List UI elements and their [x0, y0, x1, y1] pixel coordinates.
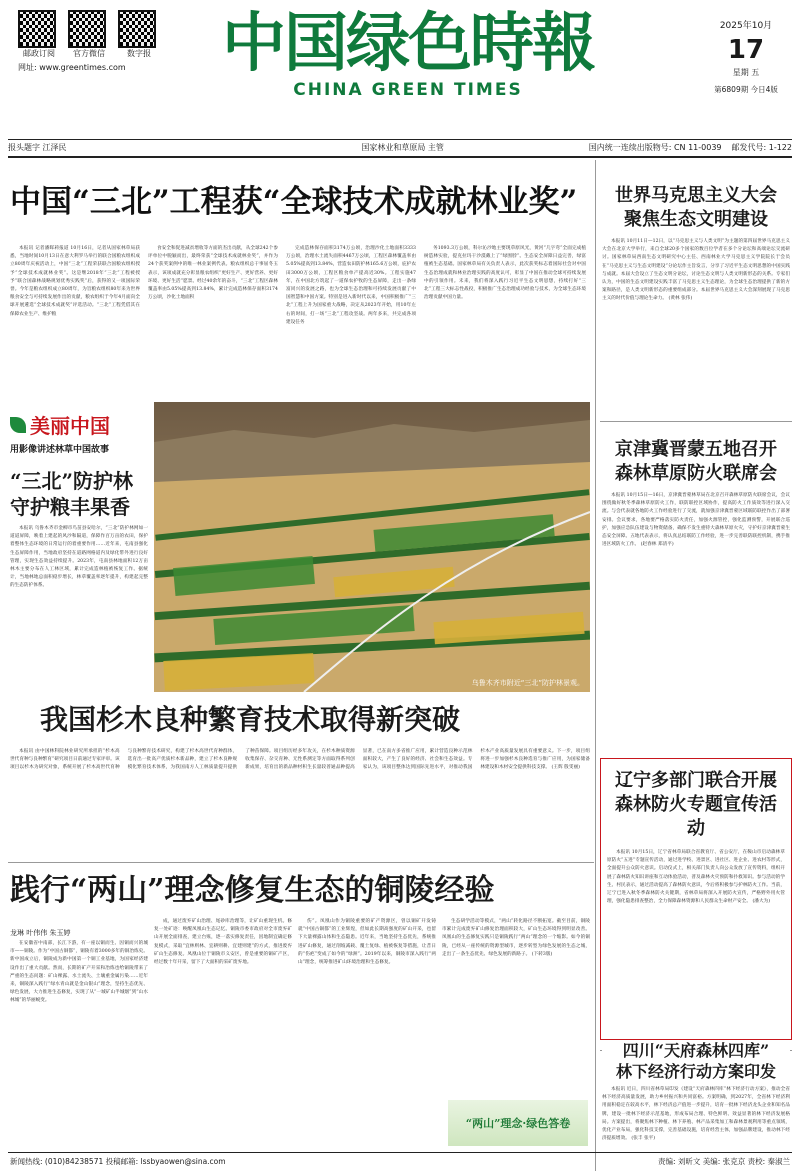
date-month: 2025年10月 [719, 21, 773, 31]
issue-number: 第6809期 今日4版 [714, 85, 778, 94]
right2-body [602, 492, 790, 650]
right1-headline-line1: 世界马克思主义大会 [615, 185, 777, 206]
liaoning-text: 本报讯 10月15日，辽宁省林草局联合省教育厅、省公安厅，在鞍山市启动森林草原防火“五进”专题宣传活动，通过进学校、进景区、进社区、进企业、进农村等形式，全面提升公众防火意识。启动仪式上，相关部门负责人向公众发放了宣传资料，组织开展了森林防火知识讲座和互动体验活动，普及森林火灾预防和扑救知识。参与活动的学生、村民表示，通过活动提高了森林防火意识，今后将积极参与护林防火工作。当前，辽宁已进入秋冬季森林防火关键期，省林草局将深入开展防火宣传，严格野外用火管理，强化隐患排查整治，全力保障森林资源和人民群众生命财产安全。 (潘大为) [607, 850, 785, 905]
sichuan-headline[interactable] [602, 1040, 790, 1082]
date-day: 17 [727, 35, 765, 65]
sichuan-body [602, 1086, 790, 1148]
lead-column-1 [10, 245, 140, 385]
tongling-text: 伤”。凤凰山作为铜陵重要的矿产资源区，曾以铜矿开发铸就“中国古铜都”的工业辉煌，但如此长期高强度的矿山开采，也留下大量裸露山体和生态隐患。近年来，当地坚持生态优先，系统推进矿山修复，通过削坡减载、覆土复绿、植被恢复等措施，让昔日的“伤疤”变成了如今的“绿洲”。2019年以来，铜陵市深入践行“两山”理念，统筹推进矿山环境治理和生态修复。 [298, 919, 436, 966]
qr-label: 邮政订阅 [23, 49, 55, 58]
right2-headline-line2: 森林草原防火联席会 [615, 463, 777, 484]
beautiful-china-title: 美丽中国 [30, 414, 110, 438]
shelterbelt-photo[interactable] [154, 402, 590, 692]
fir-body [10, 748, 590, 858]
dateline-sponsor: 国家林业和草原局 主管 [361, 143, 444, 152]
website[interactable]: 网址: www.greentimes.com [18, 63, 126, 72]
tongling-column-4 [442, 918, 590, 1094]
dateline [8, 142, 792, 156]
qr-code-subscribe[interactable] [18, 10, 56, 48]
beautiful-china-tag [10, 410, 148, 455]
lead-column-4 [424, 245, 586, 385]
divider [600, 421, 792, 422]
qr-codes-group [18, 10, 178, 73]
lead-column-3 [286, 245, 416, 385]
beautiful-china-subtitle: 用影像讲述林草中国故事 [10, 445, 110, 455]
footer-editors: 责编: 刘昕文 美编: 张克京 责校: 秦淑兰 [658, 1157, 790, 1166]
column-divider [595, 160, 596, 1171]
footer-hotline: 新闻热线: (010)84238571 投稿邮箱: lssbyaowen@sina.com [10, 1157, 226, 1166]
tongling-column-3 [298, 918, 436, 1148]
shelterbelt-photo-image [154, 402, 590, 692]
beautiful-china-body [10, 525, 148, 693]
bc-headline-line2: 守护粮丰果香 [10, 495, 130, 519]
banner-text: “两山”理念·绿色答卷 [465, 1117, 571, 1130]
lead-headline[interactable]: 中国“三北”工程获“全球技术成就林业奖” [10, 184, 578, 220]
tongling-headline[interactable]: 践行“两山”理念修复生态的铜陵经验 [10, 873, 495, 908]
liaoning-headline-line2: 森林防火专题宣传活动 [615, 794, 777, 839]
sichuan-headline-line1: 四川“天府森林四库” [622, 1041, 770, 1060]
beautiful-china-headline[interactable] [10, 468, 148, 520]
lead-text: 食安全和促进减贫增收等方面的杰出贡献，从全球242个参评单位中脱颖而出，最终荣获“全球技术成就林业奖”，并作为24个获奖案例中的唯一林业案例代表。粮农组织总干事屈冬玉表示，该项成就充分彰显粮农组织“更好生产、更好营养、更好环境、更好生活”愿景。经过40余年的奋斗，“三北”工程区森林覆盖率由5.05%提高到13.84%，累计完成造林保存面积3174万公顷，沙化土地面积 [148, 246, 278, 301]
newspaper-subtitle: CHINA GREEN TIMES [293, 80, 523, 100]
tongling-byline: 龙琳 叶伟伟 朱玉婷 [10, 929, 71, 937]
liangshan-banner [448, 1100, 588, 1146]
liaoning-body [607, 849, 785, 1055]
qr-label: 数字报 [127, 49, 151, 58]
masthead-title-block [198, 6, 618, 100]
dateline-cn: 国内统一连续出版物号: CN 11-0039 [588, 143, 722, 152]
lead-text: 完成造林保存面积3174万公顷，治理沙化土地面积3333万公顷，治理水土流失面积4467万公顷，工程区森林覆盖率由5.05%提高到13.84%，营造农田防护林165.6万公顷，庇护农田3000万公顷，工程区粮食单产提高近30%。工程实施47年，在中国北方筑起了一道保农护牧的生态屏障，走出一条绿富同兴的发展之路，也为全球生态治理和可持续发展贡献了中国智慧和中国方案。特别是进入新时代以来，中国积极推广“三北”工程上升为国家重大战略，决定从2023年开始，用10年左右的时间，打一场“三北”工程攻坚战。两年多来，共完成各项建设任务 [286, 246, 416, 325]
right1-headline-line2: 聚焦生态文明建设 [624, 209, 768, 230]
lead-column-2 [148, 245, 278, 385]
liaoning-headline-line1: 辽宁多部门联合开展 [615, 770, 777, 791]
bc-headline-line1: “三北”防护林 [10, 469, 134, 493]
footer [10, 1156, 790, 1167]
lead-text: 本报讯 记者潘晖莉报道 10月16日，记者从国家林草局获悉，当地时间10月13日在意大利罗马举行的联合国粮农组织成立80周年庆祝活动上，中国“三北”工程荣获联合国粮农组织授予“全球技术成就林业奖”。这是继2018年“三北”工程被授予“联合国森林战略规划优秀实践奖”后，获得的又一项国际荣誉。今年是粮农组织成立80周年，为旨粮农组织80年来为世界粮食安全与可持续发展作出的贡献，粮农组织于今年4月面向全球开展遴选“全球技术成就奖”评选活动。“三北”工程凭借其在保障农业生产、维护粮 [10, 246, 140, 317]
bc-text: 本报讯 乌鲁木齐市金柳市鸟苗县安哈尔，“三北”防护林网如一道道屏障，映着上建起的风沙和隔道，保障作百万亩的农田，保护着整体生态环境的日常运行的着重要作用……近年来，屯南县强化生态屏障作用，当地政府坚持在道路网格道内及绿化带外进行良好管理，实现生态效益持续提升。2023年，屯南县林地面积12万亩林木主要分布在人工林区域，累计完成造林植被恢复工作。据统计，当地林地总面积稳步增长，林草覆盖率逐年提升，构建起完整的生态防护体系。 [10, 526, 148, 589]
qr-label: 官方微信 [73, 49, 105, 58]
sichuan-headline-line2: 林下经济行动方案印发 [615, 1062, 776, 1081]
qr-code-wechat[interactable] [68, 10, 106, 48]
lead-text: 务1093.3万公顷，科尔沁沙地主要现草原风光，黄河“几字弯”全面完成植树造林实验，提克拉玛干沙漠戴上了“绿围脖”。生态安全屏障日益完善，绿富植被生态基础。国家林草局有关负责人表示，此次获奖标志着国际社会对中国生态治理成就和林业治理实践的高度认可，彰显了中国在推动全球可持续发展中的引领作用。未来，我们将深入践行习近平生态文明思想，持续打好“三北”工程三大标志性战役，积极推广生态治理成功经验与技术，为全球生态环境治理贡献中国力量。 [424, 246, 586, 301]
dateline-calligraphy: 报头题字 江泽民 [8, 143, 67, 152]
divider [8, 862, 594, 863]
masthead-rule [8, 139, 792, 140]
fir-text: 本报讯 由中国林科院林业研究所承担的“杉木高世代育种与良种繁育”研究项目日前通过专家评审。该项目以杉木为研究对象，系统开展了杉木高世代育种与良种繁育技术研究，构建了杉木高世代育种群体，选育出一批高产优质杉木新品种，建立了杉木良种规模化繁育技术体系，为我国南方人工林质量提升提供了种苗保障。项目组历经多年攻关，在杉木种质资源收集保存、杂交育种、无性系测定等方面取得系列创新成果，培育出的新品种材积生长量较普通品种提高显著，已在南方多省推广应用，累计营造良种示范林面积较大，产生了良好的经济、社会和生态效益。专家认为，该项目整体达到国际先进水平，对推动我国杉木产业高质量发展具有重要意义。下一步，项目组将进一步加强杉木良种选育与推广应用，为国家储备林建设和木材安全提供科技支撑。 (王辉 殷雯丽) [10, 749, 590, 771]
leaf-icon [10, 417, 26, 433]
dateline-rule [8, 156, 792, 158]
tongling-text: 生态研学活动等模式，“两山”转化路径不断拓宽。截至目前，铜陵市累计完成废弃矿山修复治理面积较大，矿山生态环境得到明显改善。凤凰山的生态修复实践只是铜陵践行“两山”理念的一个缩影。如今的铜陵，已经从一座传统的资源型城市，逐步转型为绿色发展的生态之城，走出了一条生态优先、绿色发展的新路子。 (下转3版) [442, 919, 590, 957]
right1-text: 本报讯 10月11日—12日，以“马克思主义与人类文明”为主题的第四届世界马克思主义大会在北京大学举行，来自全球20多个国家的数百位学者在多个分论坛和高端论坛交流研讨。国家林草局西南生态文明研究中心主任、西南林业大学马克思主义学院院长于会员在“马克思主义与生态文明建设”分论坛作主旨发言，分享了习近平生态文明思想的中国实践与成就。本届大会设立了生态文明分论坛，讨论生态文明与人类文明新形态的关系。专家们认为，中国的生态文明建设实践丰富了马克思主义生态理论，为全球生态治理提供了新的方案和路径，是人类文明新形态的重要组成部分。本届世界马克思主义大会深刻展现了马克思主义的时代价值与理论生命力。 (黄林 张伟) [602, 239, 790, 302]
sichuan-text: 本报讯 近日，四川省林草局印发《建设“天府森林四库”林下经济行动方案》，推动全省林下经济高质量发展，助力乡村振兴和共同富裕。方案明确，到2027年，全省林下经济利用面积稳定在较高水平，林下经济总产值进一步提升，培育一批林下经济龙头企业和知名品牌，建设一批林下经济示范基地，形成布局合理、特色鲜明、效益显著的林下经济发展格局。方案提出，将聚焦林下种植、林下养殖、林产品采集加工和森林景观利用等重点领域，优化产业布局，强化科技支撑，完善基础设施，培育经营主体，加强品牌建设，推动林下经济提质增效。 (张丰 张平) [602, 1087, 790, 1142]
liaoning-box [600, 758, 792, 1040]
date-week: 星期 五 [732, 68, 760, 77]
right1-body [602, 238, 790, 416]
date-block [700, 18, 792, 95]
tongling-column-1 [10, 940, 148, 1148]
qr-code-digital[interactable] [118, 10, 156, 48]
tongling-column-2 [154, 918, 292, 1148]
right2-headline-line1: 京津冀晋蒙五地召开 [615, 439, 777, 460]
tongling-text: 成，通过废弃矿山治理、尾砂库治理等，让矿山重现生机。修复一处矿迹：唤醒凤凰山生态记忆。铜陵市委市政府对全市废弃矿山开展全面排查，建立台账，逐一落实修复责任，因地制宜确定修复模式，采取“宜林则林、宜耕则耕、宜建则建”的方式，推进废弃矿山生态修复。凤凰山位于铜陵市义安区，曾是重要的铜矿产区，经过数十年开采，留下了大面积的采矿废弃地。 [154, 919, 292, 966]
right2-text: 本报讯 10月15日—16日，京津冀晋蒙林草局在北京召开森林草原防火联席会议，会议围绕做好秋冬季森林草原防火工作，联防联控区域协作，提高防火工作质效等进行深入交流。与会代表就各地防火工作经验进行了交流，就加强京津冀晋蒙区域联防联控作出了部署安排。会议要求，各地要严格落实防火责任，加强火源管控，强化监测预警，开展联合巡护，加强应急队伍建设与物资储备，确保不发生重特大森林草原火灾，守护好京津冀晋蒙生态安全屏障。五地代表表示，将认真总结联防工作经验，进一步完善联防联控机制，携手推进区域防火工作。 (赵春林 郑清平) [602, 493, 790, 548]
photo-caption: 乌鲁木齐市附近“三北”防护林景观。 [471, 679, 584, 687]
newspaper-title: 中国绿色時報 [222, 6, 594, 81]
right2-headline[interactable] [602, 438, 790, 486]
tongling-text: 在安徽省中南部，长江下游，有一座以铜而生、因铜而兴的城市——铜陵。作为“中国古铜都”，铜陵有着3000多年的铜冶炼史。新中国成立后，铜陵成为新中国第一个铜工业基地，为国家经济建设作出了重大贡献。然而，长期的矿产开采和冶炼也给铜陵带来了严重的生态问题：矿山裸露、水土流失、土壤重金属污染……近年来，铜陵深入践行“绿水青山就是金山银山”理念，坚持生态优先、绿色发展，大力推进生态修复，实现了从“一城矿山半城烟”到“山水林城”的华丽蜕变。 [10, 941, 148, 1004]
dateline-postal: 邮发代号: 1-122 [731, 143, 792, 152]
footer-rule [8, 1152, 792, 1153]
right1-headline[interactable] [602, 184, 790, 232]
fir-headline[interactable]: 我国杉木良种繁育技术取得新突破 [40, 703, 461, 736]
liaoning-headline[interactable] [607, 769, 785, 841]
